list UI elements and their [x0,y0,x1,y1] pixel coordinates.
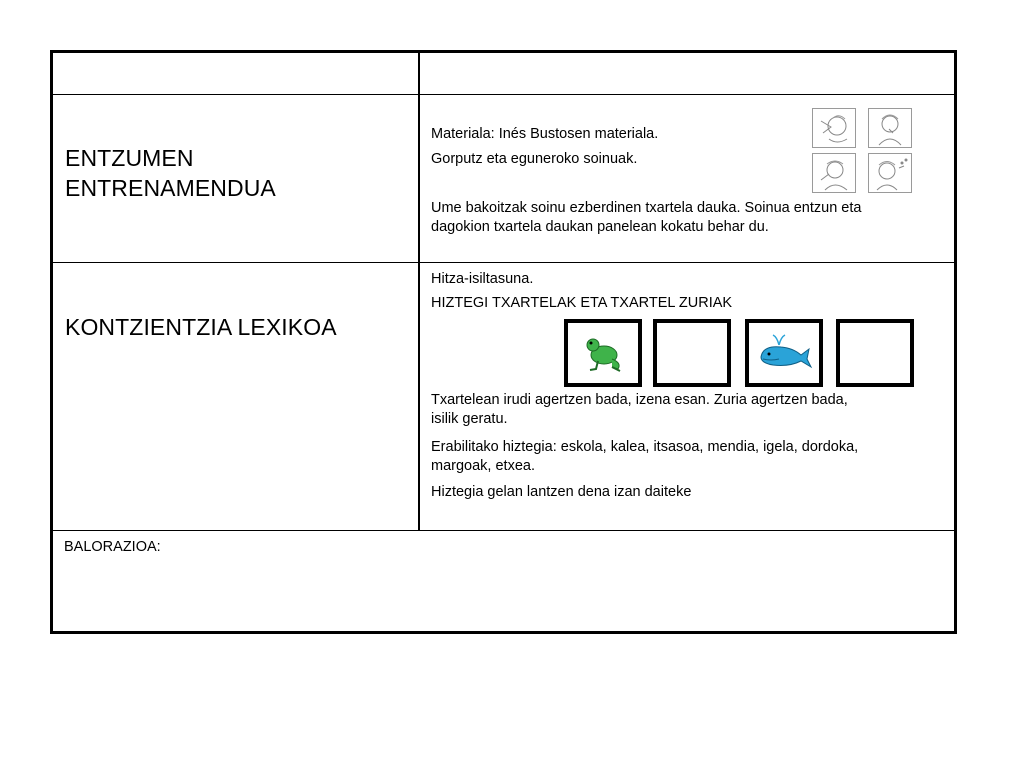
balorazioa-label: BALORAZIOA: [64,539,161,555]
empty-cell-left [53,53,420,94]
table-row-balorazioa [53,531,954,631]
lexikoa-content-cell [420,263,954,530]
material-text: Materiala: Inés Bustosen materiala. [431,126,659,142]
lexikoa-label-cell [53,263,420,530]
entzumen-label-line1: ENTZUMEN [65,145,194,171]
note-text: Hiztegia gelan lantzen dena izan daiteke [431,484,692,500]
entzumen-label [65,143,276,203]
blowing-nose-picture [812,108,856,148]
vocab-line2: margoak, etxea. [431,458,535,474]
rule-line2: isilik geratu. [431,411,508,427]
table-row-header [53,53,954,95]
empty-cell-right [420,53,954,94]
blank-card-1 [653,319,731,387]
rule-line1: Txartelean irudi agertzen bada, izena esan. Zuria agertzen bada, [431,392,848,408]
table-row-lexikoa [53,263,954,531]
frog-icon [568,323,638,383]
frog-card [564,319,642,387]
whale-card [745,319,823,387]
topic-text: Gorputz eta eguneroko soinuak. [431,151,638,167]
entzumen-label-line2: ENTRENAMENDUA [65,175,276,201]
rule-text [431,391,848,429]
activity-table [50,50,957,634]
sneezing-picture [812,153,856,193]
whale-icon [749,323,819,383]
instructions-line1: Ume bakoitzak soinu ezberdinen txartela dauka. Soinua entzun eta [431,200,862,216]
lexikoa-label: KONTZIENTZIA LEXIKOA [65,314,337,340]
entzumen-label-cell [53,95,420,262]
lexikoa-title: Hitza-isiltasuna. [431,271,534,287]
vocab-line1: Erabilitako hiztegia: eskola, kalea, itsasoa, mendia, igela, dordoka, [431,439,859,455]
lexikoa-subtitle: HIZTEGI TXARTELAK ETA TXARTEL ZURIAK [431,295,733,311]
instructions-line2: dagokion txartela daukan panelean kokatu behar du. [431,219,769,235]
instructions-text [431,199,861,237]
coughing-picture [868,108,912,148]
entzumen-content-cell [420,95,954,262]
table-row-entzumen [53,95,954,263]
sound-pictures [810,108,920,194]
vocab-text [431,438,858,476]
singing-picture [868,153,912,193]
blank-card-2 [836,319,914,387]
